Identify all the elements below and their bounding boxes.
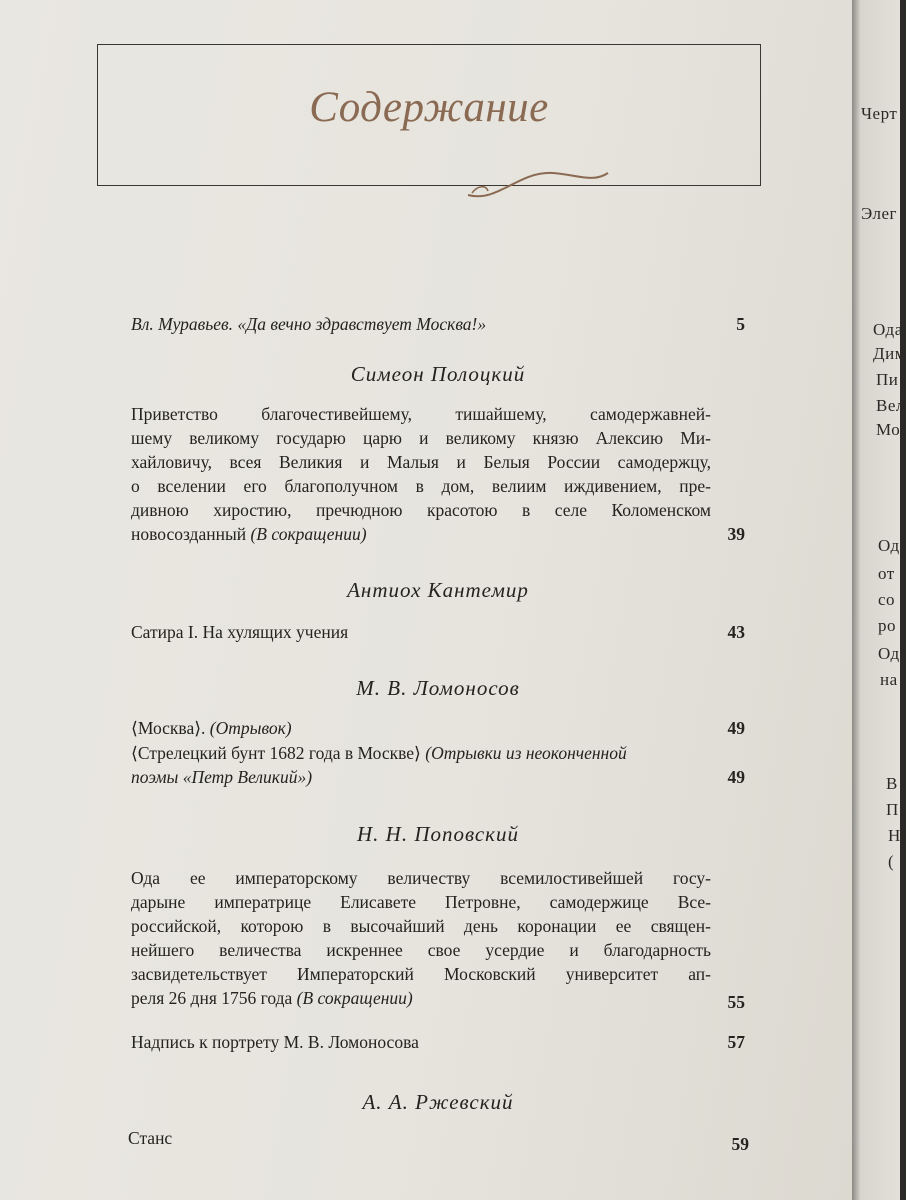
- page-number: 43: [727, 622, 745, 642]
- entry-line: о вселении его благополучном в дом, велиим иждивением, пре-: [131, 476, 711, 496]
- title-swash-ornament: [458, 163, 618, 203]
- entry-title: ⟨Стрелецкий бунт 1682 года в Москве⟩: [131, 743, 421, 763]
- author-heading: Н. Н. Поповский: [357, 822, 519, 846]
- entry-title: Надпись к портрету М. В. Ломоносова: [131, 1032, 419, 1052]
- adjacent-text-fragment: Мо: [876, 420, 901, 439]
- entry-line: Приветство благочестивейшему, тишайшему, самодержавней-: [131, 404, 711, 424]
- adjacent-text-fragment: (: [888, 852, 895, 871]
- entry-line: дивною хиростию, пречюдною красотою в селе Коломенском: [131, 500, 711, 520]
- toc-entry[interactable]: [131, 741, 745, 789]
- entry-note: (Отрывок): [209, 718, 292, 738]
- adjacent-text-fragment: Черт: [861, 104, 898, 123]
- entry-line: нейшего величества искреннее свое усердие и благодарность: [131, 940, 711, 960]
- author-heading: Симеон Полоцкий: [350, 362, 526, 386]
- entry-note: (Отрывки из неоконченной: [425, 743, 627, 763]
- author-heading: Антиох Кантемир: [347, 578, 529, 602]
- toc-entry[interactable]: [131, 620, 745, 644]
- author-heading: М. В. Ломоносов: [356, 676, 520, 700]
- entry-line: новосозданный: [131, 524, 247, 544]
- entry-line: реля 26 дня 1756 года: [131, 988, 293, 1008]
- entry-note: поэмы «Петр Великий»): [131, 767, 313, 787]
- entry-line: Ода ее императорскому величеству всемилостивейшей госу-: [131, 868, 711, 888]
- author-heading: А. А. Ржевский: [362, 1090, 514, 1114]
- page-number: 49: [727, 767, 745, 787]
- entry-title: Сатира I. На хулящих учения: [131, 622, 349, 642]
- page-number: 39: [727, 524, 745, 544]
- entry-title: Станс: [128, 1128, 173, 1148]
- entry-line: дарыне императрице Елисавете Петровне, самодержице Все-: [131, 892, 711, 912]
- toc-entry[interactable]: [131, 402, 745, 546]
- page-number: 49: [727, 718, 745, 738]
- page-title: Содержание: [309, 84, 549, 131]
- title-frame: [97, 44, 761, 186]
- adjacent-text-fragment: со: [878, 590, 896, 609]
- page-number: 55: [727, 992, 745, 1012]
- entry-line: российской, которою в высочайший день коронации ее священ-: [131, 916, 711, 936]
- entry-note: (В сокращении): [250, 524, 367, 544]
- page-number: 59: [731, 1134, 749, 1154]
- adjacent-text-fragment: ро: [878, 616, 896, 635]
- adjacent-text-fragment: Од: [878, 536, 900, 555]
- entry-line: шему великому государю царю и великому князю Алексию Ми-: [131, 428, 711, 448]
- toc-entry[interactable]: [131, 1030, 745, 1054]
- adjacent-text-fragment: П: [886, 800, 899, 819]
- adjacent-text-fragment: Ода: [873, 320, 903, 339]
- adjacent-text-fragment: Вел: [876, 396, 905, 415]
- entry-line: засвидетельствует Императорский Московский университет ап-: [131, 964, 711, 984]
- adjacent-text-fragment: Дим: [873, 344, 906, 363]
- entry-line: хайловичу, всея Великия и Малыя и Белыя России самодержцу,: [131, 452, 711, 472]
- adjacent-text-fragment: В: [886, 774, 898, 793]
- adjacent-text-fragment: Пи: [876, 370, 899, 389]
- toc-entry[interactable]: [131, 716, 745, 740]
- page-number: 57: [727, 1032, 745, 1052]
- entry-note: (В сокращении): [296, 988, 413, 1008]
- toc-entry[interactable]: [128, 1126, 749, 1154]
- adjacent-page-edge: [852, 0, 906, 1200]
- adjacent-text-fragment: от: [878, 564, 895, 583]
- entry-title: Вл. Муравьев. «Да вечно здравствует Москва!»: [131, 314, 487, 334]
- toc-entry[interactable]: [131, 866, 745, 1010]
- page-number: 5: [736, 314, 745, 334]
- adjacent-text-fragment: Н: [888, 826, 901, 845]
- entry-title: ⟨Москва⟩.: [131, 718, 206, 738]
- adjacent-text-fragment: Од: [878, 644, 900, 663]
- adjacent-text-fragment: Элег: [861, 204, 897, 223]
- toc-entry-intro[interactable]: [131, 312, 745, 336]
- adjacent-text-fragment: на: [880, 670, 898, 689]
